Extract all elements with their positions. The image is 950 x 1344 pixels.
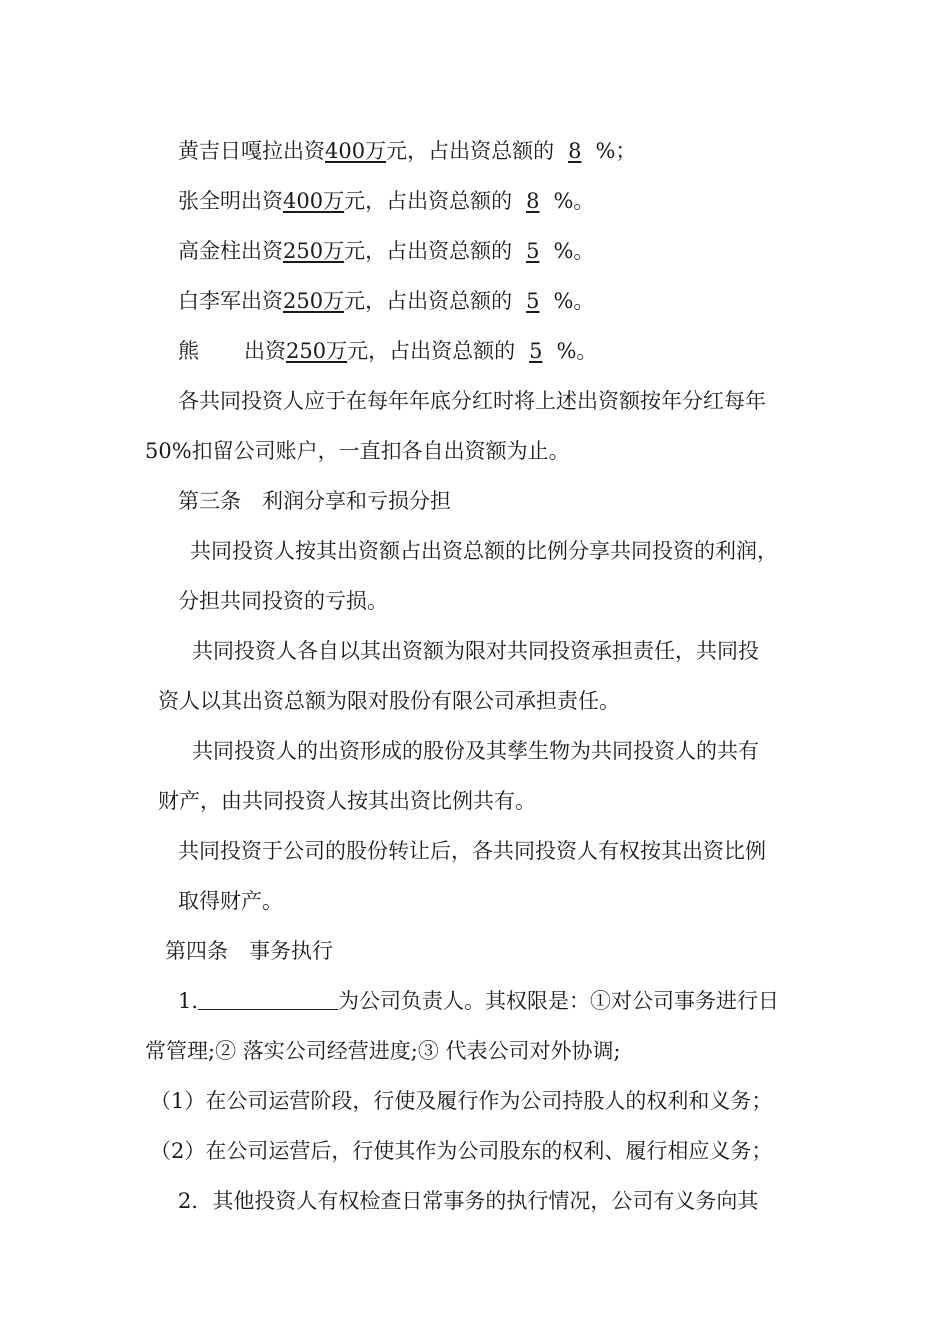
investor-line-5 <box>178 337 597 365</box>
investor-name: 张全明 <box>178 189 241 213</box>
investor-prefix: 出资 <box>241 239 283 263</box>
investor-amount: 250万 <box>283 239 345 263</box>
investor-unit-text: 元，占出资总额的 <box>344 189 513 213</box>
investor-end: %。 <box>556 339 598 363</box>
article4-item1-line-2: 常管理;② 落实公司经营进度;③ 代表公司对外协调; <box>145 1039 621 1063</box>
investor-amount: 400万 <box>283 189 345 213</box>
investor-unit-text: 元，占出资总额的 <box>347 339 516 363</box>
investor-prefix: 出资 <box>241 289 283 313</box>
investor-unit-text: 元，占出资总额的 <box>344 239 513 263</box>
article3-p4-line-2: 取得财产。 <box>178 889 283 913</box>
item1-text: 为公司负责人。其权限是：①对公司事务进行日 <box>338 989 780 1013</box>
investor-line-4 <box>178 287 594 315</box>
article4-item1-line-1 <box>178 987 779 1015</box>
article3-p1-line-2: 分担共同投资的亏损。 <box>178 589 388 613</box>
investor-pct: 8 <box>568 139 582 163</box>
article4-sub-1: （1）在公司运营阶段，行使及履行作为公司持股人的权利和义务； <box>150 1089 773 1113</box>
investor-unit-text: 元，占出资总额的 <box>344 289 513 313</box>
article3-p4-line-1: 共同投资于公司的股份转让后，各共同投资人有权按其出资比例 <box>178 839 766 863</box>
article3-p2-line-2: 资人以其出资总额为限对股份有限公司承担责任。 <box>158 689 620 713</box>
investor-amount: 250万 <box>283 289 345 313</box>
investor-prefix: 出资 <box>283 139 325 163</box>
investor-name: 白李军 <box>178 289 241 313</box>
investor-line-2 <box>178 187 594 215</box>
article3-p2-line-1: 共同投资人各自以其出资额为限对共同投资承担责任，共同投 <box>192 639 759 663</box>
investor-name: 黄吉日嘎拉 <box>178 139 283 163</box>
article4-heading: 第四条 事务执行 <box>165 939 333 963</box>
article4-sub-2: （2）在公司运营后，行使其作为公司股东的权利、履行相应义务； <box>150 1139 773 1163</box>
investor-amount: 250万 <box>286 339 348 363</box>
article4-item2: 2．其他投资人有权检查日常事务的执行情况，公司有义务向其 <box>178 1189 759 1213</box>
investor-name: 高金柱 <box>178 239 241 263</box>
responsible-person-blank <box>198 989 338 1010</box>
article3-p3-line-2: 财产，由共同投资人按其出资比例共有。 <box>158 789 536 813</box>
dividend-para-line-1: 各共同投资人应于在每年年底分红时将上述出资额按年分红每年 <box>178 389 766 413</box>
article3-p3-line-1: 共同投资人的出资形成的股份及其孳生物为共同投资人的共有 <box>192 739 759 763</box>
investor-prefix: 出资 <box>241 189 283 213</box>
article3-heading: 第三条 利润分享和亏损分担 <box>178 489 451 513</box>
investor-amount: 400万 <box>325 139 387 163</box>
investor-end: %。 <box>553 189 595 213</box>
item1-number: 1. <box>178 989 199 1013</box>
investor-end: %。 <box>553 239 595 263</box>
investor-end: %； <box>595 139 637 163</box>
dividend-para-line-2: 50%扣留公司账户，一直扣各自出资额为止。 <box>145 439 570 463</box>
investor-name: 熊 <box>178 339 199 363</box>
investor-pct: 8 <box>526 189 540 213</box>
investor-end: %。 <box>553 289 595 313</box>
investor-pct: 5 <box>526 289 540 313</box>
investor-unit-text: 元，占出资总额的 <box>386 139 555 163</box>
investor-pct: 5 <box>526 239 540 263</box>
investor-pct: 5 <box>529 339 543 363</box>
investor-line-1 <box>178 137 636 165</box>
investor-prefix: 出资 <box>244 339 286 363</box>
investor-line-3 <box>178 237 594 265</box>
article3-p1-line-1: 共同投资人按其出资额占出资总额的比例分享共同投资的利润， <box>190 539 778 563</box>
